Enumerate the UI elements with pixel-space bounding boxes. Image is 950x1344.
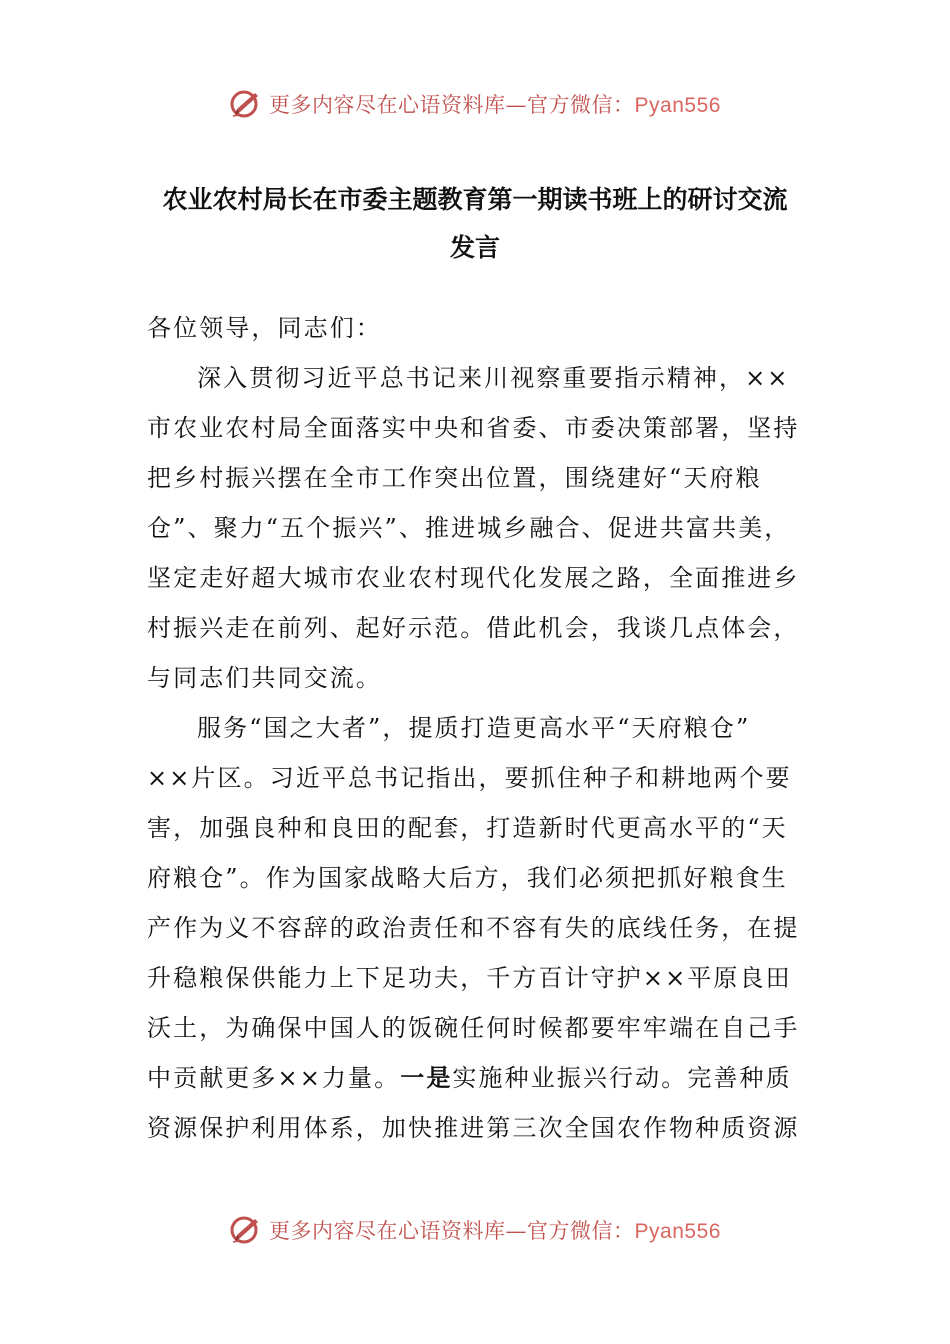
text-run: 害，加强良种和良田的配套，打造新时代更高水平的“天 bbox=[147, 814, 788, 842]
text-run: 中贡献更多××力量。 bbox=[147, 1064, 401, 1092]
text-run: 坚定走好超大城市农业农村现代化发展之路，全面推进乡 bbox=[147, 564, 800, 592]
document-title-line-2: 发言 bbox=[449, 233, 500, 262]
text-run: 把乡村振兴摆在全市工作突出位置，围绕建好“天府粮 bbox=[147, 464, 762, 492]
bold-marker: 一是 bbox=[400, 1063, 453, 1092]
banner-text: 更多内容尽在心语资料库—官方微信：Pyan556 bbox=[269, 1219, 721, 1243]
wechat-id: Pyan556 bbox=[634, 1220, 721, 1243]
text-run: 深入贯彻习近平总书记来川视察重要指示精神，×× bbox=[197, 364, 790, 392]
header-watermark-banner bbox=[0, 82, 950, 126]
text-run: 资源保护利用体系，加快推进第三次全国农作物种质资源 bbox=[147, 1114, 800, 1142]
banner-text: 更多内容尽在心语资料库—官方微信：Pyan556 bbox=[269, 93, 721, 117]
text-run: 各位领导，同志们： bbox=[147, 314, 382, 342]
text-run: 仓”、聚力“五个振兴”、推进城乡融合、促进共富共美， bbox=[147, 514, 791, 542]
document-title-line-1: 农业农村局长在市委主题教育第一期读书班上的研讨交流 bbox=[162, 185, 788, 214]
pen-logo-icon bbox=[229, 87, 263, 121]
text-run: 升稳粮保供能力上下足功夫，千方百计守护××平原良田 bbox=[147, 964, 792, 992]
text-run: 沃土，为确保中国人的饭碗任何时候都要牢牢端在自己手 bbox=[147, 1014, 800, 1042]
text-run: 与同志们共同交流。 bbox=[147, 664, 382, 692]
pen-logo-icon bbox=[229, 1213, 263, 1247]
text-run: 实施种业振兴行动。完善种质 bbox=[452, 1064, 792, 1092]
footer-watermark-banner bbox=[0, 1208, 950, 1252]
text-run: 服务“国之大者”，提质打造更高水平“天府粮仓” bbox=[197, 714, 751, 742]
text-run: ××片区。习近平总书记指出，要抓住种子和耕地两个要 bbox=[147, 764, 792, 792]
wechat-id: Pyan556 bbox=[634, 94, 721, 117]
text-run: 村振兴走在前列、起好示范。借此机会，我谈几点体会， bbox=[147, 614, 800, 642]
text-run: 府粮仓”。作为国家战略大后方，我们必须把抓好粮食生 bbox=[147, 864, 788, 892]
text-run: 产作为义不容辞的政治责任和不容有失的底线任务，在提 bbox=[147, 914, 800, 942]
text-run: 市农业农村局全面落实中央和省委、市委决策部署，坚持 bbox=[147, 414, 800, 442]
